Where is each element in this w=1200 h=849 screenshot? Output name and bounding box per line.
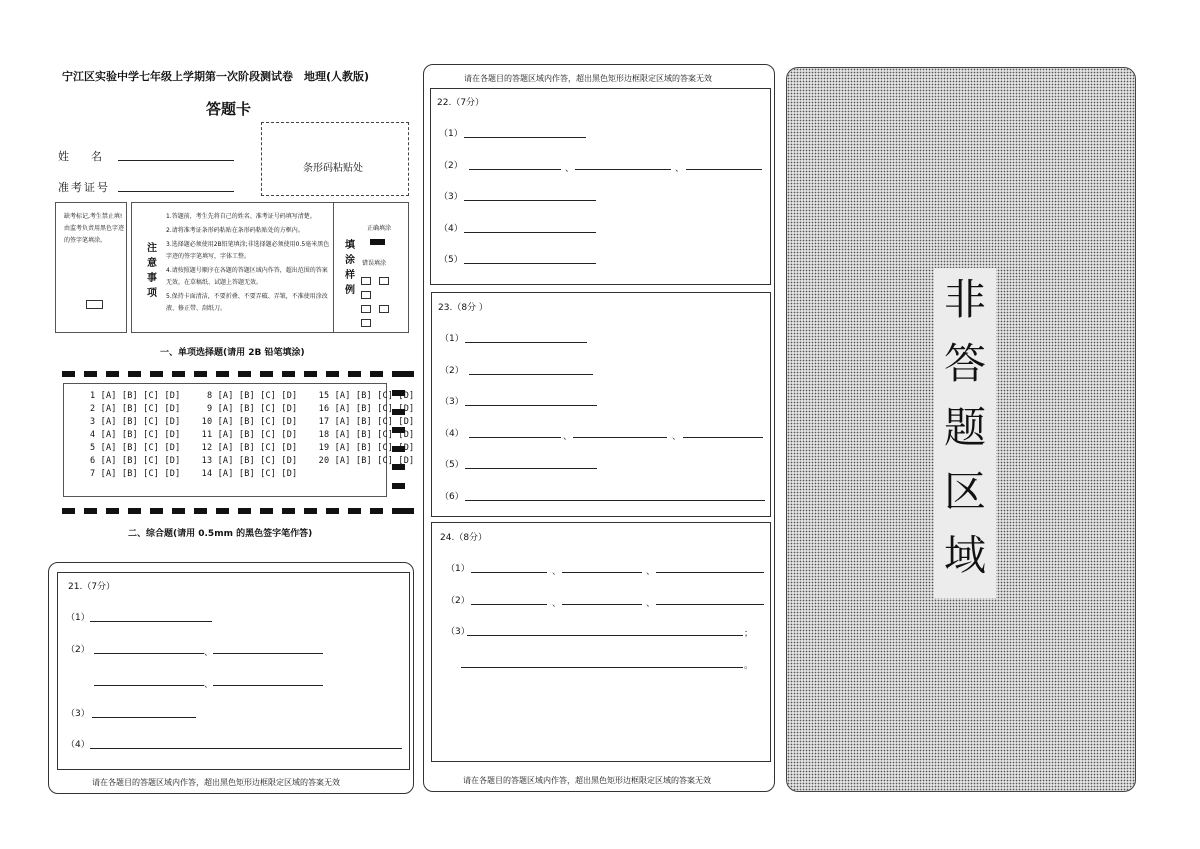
q22-answer-line[interactable] bbox=[464, 137, 586, 138]
q23-answer-box bbox=[431, 292, 771, 517]
q21-answer-line[interactable] bbox=[213, 653, 323, 654]
timing-mark bbox=[128, 508, 141, 514]
q22-sep: 、 bbox=[675, 164, 685, 174]
timing-mark bbox=[392, 483, 405, 489]
timing-mark bbox=[260, 371, 273, 377]
q24-sep: 、 bbox=[646, 599, 656, 609]
q22-sep: 、 bbox=[565, 164, 575, 174]
q22-item-1: （1） bbox=[439, 129, 463, 139]
q22-item-2: （2） bbox=[439, 161, 463, 171]
q21-answer-box bbox=[57, 572, 410, 770]
notice-box bbox=[131, 202, 409, 333]
mc-row[interactable]: 5 [A] [B] [C] [D] 12 [A] [B] [C] [D] 19 [A] [B] [C] [D] bbox=[90, 443, 415, 453]
timing-mark bbox=[84, 371, 97, 377]
q23-title: 23.（8分 ） bbox=[438, 303, 488, 313]
mc-answer-box bbox=[63, 383, 415, 497]
section1-title: 一、单项选择题(请用 2B 铅笔填涂) bbox=[160, 348, 305, 358]
timing-mark bbox=[172, 371, 185, 377]
q23-answer-line[interactable] bbox=[465, 405, 597, 406]
timing-mark bbox=[304, 371, 317, 377]
timing-mark bbox=[150, 371, 163, 377]
timing-mark bbox=[392, 508, 414, 514]
q21-answer-line[interactable] bbox=[94, 685, 204, 686]
q24-answer-line[interactable] bbox=[562, 604, 642, 605]
timing-mark bbox=[216, 508, 229, 514]
correct-fill-label: 正确填涂 bbox=[367, 225, 392, 232]
exam-title: 宁江区实验中学七年级上学期第一次阶段测试卷 地理(人教版) bbox=[62, 70, 370, 83]
timing-mark bbox=[370, 508, 383, 514]
q21-warning: 请在各题目的答题区域内作答，超出黑色矩形边框限定区域的答案无效 bbox=[92, 778, 340, 787]
timing-mark bbox=[194, 371, 207, 377]
q22-answer-line[interactable] bbox=[464, 263, 596, 264]
timing-mark bbox=[348, 371, 361, 377]
timing-mark bbox=[238, 371, 251, 377]
mc-row[interactable]: 1 [A] [B] [C] [D] 8 [A] [B] [C] [D] 15 [A] [B] [C] [D] bbox=[90, 391, 415, 401]
q23-answer-line[interactable] bbox=[465, 468, 597, 469]
q22-answer-line[interactable] bbox=[575, 169, 671, 170]
q23-item-5: （5） bbox=[440, 460, 464, 470]
q24-answer-line[interactable] bbox=[461, 667, 743, 668]
mc-row[interactable]: 6 [A] [B] [C] [D] 13 [A] [B] [C] [D] 20 [A] [B] [C] [D] bbox=[90, 456, 415, 466]
q24-answer-line[interactable] bbox=[471, 572, 547, 573]
q24-sep: 、 bbox=[552, 599, 562, 609]
timing-mark bbox=[238, 508, 251, 514]
no-answer-label: 非 答 题 区 域 bbox=[934, 268, 996, 598]
q21-answer-line[interactable] bbox=[92, 717, 196, 718]
wrong-fill-label: 错误填涂 bbox=[362, 260, 387, 267]
mc-row[interactable]: 4 [A] [B] [C] [D] 11 [A] [B] [C] [D] 18 [A] [B] [C] [D] bbox=[90, 430, 415, 440]
timing-mark bbox=[326, 371, 339, 377]
q23-item-2: （2） bbox=[440, 366, 464, 376]
timing-mark bbox=[106, 371, 119, 377]
q24-sep: 、 bbox=[552, 567, 562, 577]
q24-answer-box bbox=[431, 522, 771, 762]
q21-item-4: （4） bbox=[66, 740, 90, 750]
q23-answer-line[interactable] bbox=[469, 374, 593, 375]
barcode-area bbox=[261, 122, 409, 196]
wrong-fill-samples bbox=[361, 273, 408, 329]
q23-answer-line[interactable] bbox=[683, 437, 763, 438]
q23-item-4: （4） bbox=[440, 429, 464, 439]
timing-mark bbox=[128, 371, 141, 377]
q24-answer-line[interactable] bbox=[656, 572, 764, 573]
q21-item-2: （2） bbox=[66, 645, 90, 655]
mc-row[interactable]: 3 [A] [B] [C] [D] 10 [A] [B] [C] [D] 17 [A] [B] [C] [D] bbox=[90, 417, 415, 427]
q24-answer-line[interactable] bbox=[562, 572, 642, 573]
q21-sep: 、 bbox=[204, 648, 214, 658]
name-label: 姓 名 bbox=[58, 150, 102, 163]
notice-item: 4.请按照题号顺序在各题的答题区域内作答，超出范围的答案无效，在草稿纸、试题上答题无效。 bbox=[166, 267, 328, 286]
q23-sep: 、 bbox=[563, 432, 573, 442]
card-title: 答题卡 bbox=[206, 100, 252, 118]
timing-mark bbox=[348, 508, 361, 514]
timing-mark bbox=[392, 371, 414, 377]
q21-sep: 、 bbox=[204, 680, 214, 690]
q24-semicolon: ； bbox=[744, 629, 754, 639]
section2-title: 二、综合题(请用 0.5mm 的黑色签字笔作答) bbox=[128, 529, 313, 539]
q22-answer-box bbox=[430, 88, 771, 285]
q21-answer-line[interactable] bbox=[94, 653, 204, 654]
q24-answer-line[interactable] bbox=[471, 604, 547, 605]
q24-answer-line[interactable] bbox=[467, 635, 743, 636]
q24-item-2: （2） bbox=[446, 596, 470, 606]
q22-title: 22.（7分） bbox=[437, 98, 485, 108]
middle-warning-top: 请在各题目的答题区域内作答，超出黑色矩形边框限定区域的答案无效 bbox=[464, 74, 712, 83]
q22-item-5: （5） bbox=[439, 255, 463, 265]
q23-answer-line[interactable] bbox=[573, 437, 667, 438]
middle-warning-bottom: 请在各题目的答题区域内作答，超出黑色矩形边框限定区域的答案无效 bbox=[463, 776, 711, 785]
timing-mark bbox=[106, 508, 119, 514]
no-answer-area bbox=[786, 67, 1136, 792]
timing-mark bbox=[216, 371, 229, 377]
notice-item: 5.保持卡面清洁，不要折叠、不要弄破、弄皱，不准使用涂改液、修正带、刮纸刀。 bbox=[166, 293, 328, 312]
barcode-label: 条形码粘贴处 bbox=[303, 163, 363, 174]
q21-answer-line[interactable] bbox=[90, 621, 212, 622]
timing-mark bbox=[370, 371, 383, 377]
q22-answer-line[interactable] bbox=[686, 169, 762, 170]
q24-item-3: （3） bbox=[446, 627, 470, 637]
timing-mark bbox=[194, 508, 207, 514]
notice-divider bbox=[333, 203, 334, 332]
q21-answer-line[interactable] bbox=[90, 748, 402, 749]
q21-title: 21.（7分） bbox=[68, 582, 116, 592]
q23-answer-line[interactable] bbox=[469, 437, 561, 438]
q23-sep: 、 bbox=[672, 432, 682, 442]
q22-answer-line[interactable] bbox=[469, 169, 561, 170]
timing-mark bbox=[282, 508, 295, 514]
q23-answer-line[interactable] bbox=[465, 500, 765, 501]
q22-answer-line[interactable] bbox=[464, 200, 596, 201]
q24-title: 24.（8分） bbox=[440, 533, 488, 543]
q23-item-1: （1） bbox=[440, 334, 464, 344]
q22-item-3: （3） bbox=[439, 192, 463, 202]
mc-row[interactable]: 7 [A] [B] [C] [D] 14 [A] [B] [C] [D] bbox=[90, 469, 298, 479]
exam-id-label: 准考证号 bbox=[58, 181, 110, 194]
q22-answer-line[interactable] bbox=[464, 232, 596, 233]
notice-item: 1.答题前，考生先将自己的姓名、准考证号码填写清楚。 bbox=[166, 213, 316, 220]
timing-mark bbox=[172, 508, 185, 514]
q23-item-3: （3） bbox=[440, 397, 464, 407]
notice-item: 2.请将准考证条形码粘贴在条形码粘贴处的方框内。 bbox=[166, 227, 304, 234]
timing-mark bbox=[282, 371, 295, 377]
timing-mark bbox=[326, 508, 339, 514]
name-field[interactable] bbox=[118, 160, 234, 161]
q21-answer-line[interactable] bbox=[213, 685, 323, 686]
q21-item-1: （1） bbox=[66, 613, 90, 623]
q23-answer-line[interactable] bbox=[465, 342, 587, 343]
q23-item-6: （6） bbox=[440, 492, 464, 502]
notice-item: 3.选择题必须使用2B铅笔填涂;非选择题必须使用0.5毫米黑色字迹的签字笔填写，字体工整。 bbox=[166, 241, 330, 260]
notice-label: 注 意 事 项 bbox=[147, 243, 157, 299]
q21-item-3: （3） bbox=[66, 709, 90, 719]
q24-period: 。 bbox=[744, 661, 754, 671]
q24-sep: 、 bbox=[646, 567, 656, 577]
mc-row[interactable]: 2 [A] [B] [C] [D] 9 [A] [B] [C] [D] 16 [A] [B] [C] [D] bbox=[90, 404, 415, 414]
sample-label: 填 涂 样 例 bbox=[345, 240, 355, 296]
timing-mark bbox=[62, 508, 75, 514]
absent-mark-box bbox=[55, 202, 127, 333]
q24-item-1: （1） bbox=[446, 564, 470, 574]
timing-mark bbox=[62, 371, 75, 377]
notice-list bbox=[166, 211, 332, 315]
q22-item-4: （4） bbox=[439, 224, 463, 234]
absent-checkbox[interactable] bbox=[86, 300, 103, 309]
correct-fill-sample bbox=[370, 239, 385, 245]
exam-id-field[interactable] bbox=[118, 191, 234, 192]
timing-mark bbox=[150, 508, 163, 514]
timing-mark bbox=[260, 508, 273, 514]
q24-answer-line[interactable] bbox=[656, 604, 764, 605]
absent-note: 缺考标记,考生禁止填!由监考负责用黑色字迹的签字笔填涂。 bbox=[64, 213, 125, 244]
timing-mark bbox=[84, 508, 97, 514]
timing-mark bbox=[304, 508, 317, 514]
